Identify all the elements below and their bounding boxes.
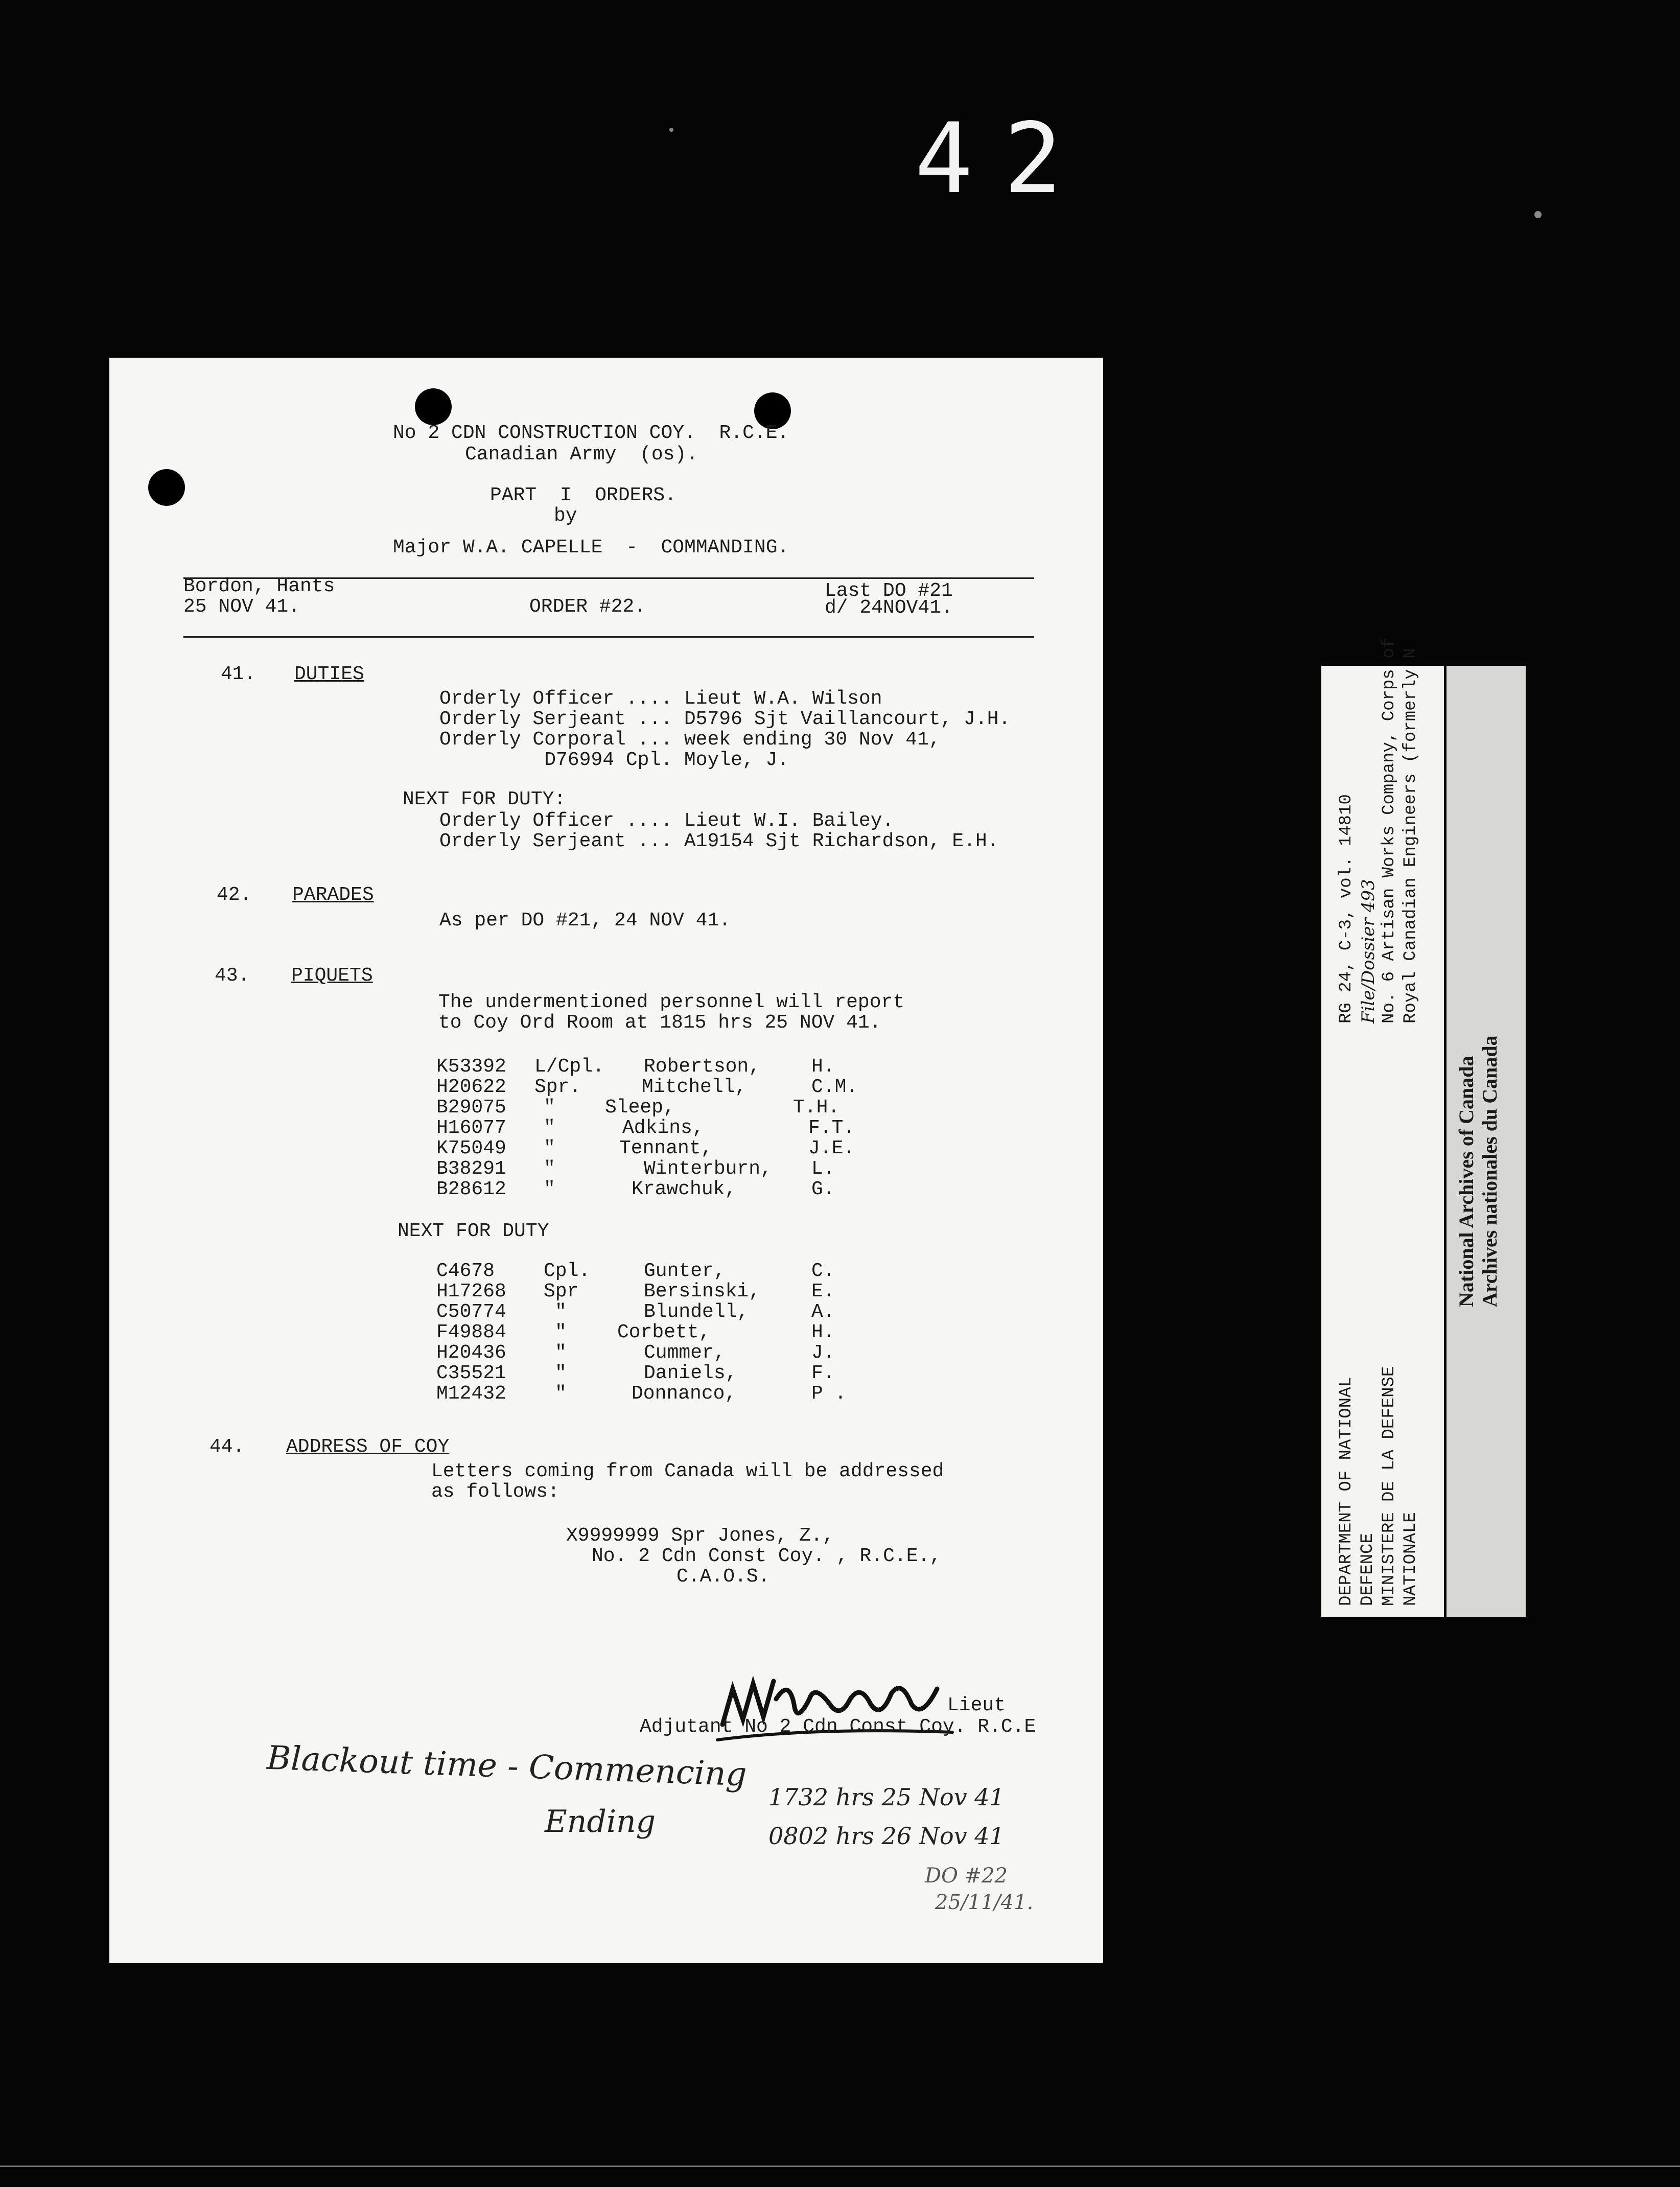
personnel-number: H16077 bbox=[436, 1117, 506, 1139]
duty-line: Orderly Officer .... Lieut W.A. Wilson bbox=[439, 688, 882, 710]
personnel-name: Donnanco, bbox=[632, 1383, 737, 1405]
blackout-commencing-time: 1732 hrs 25 Nov 41 bbox=[768, 1783, 1005, 1811]
reference-line: File/Dossier 493 bbox=[1358, 879, 1379, 1023]
blackout-ending-label: Ending bbox=[545, 1804, 656, 1840]
film-speck bbox=[669, 128, 673, 132]
order-number: ORDER #22. bbox=[529, 596, 646, 618]
personnel-number: C50774 bbox=[436, 1301, 506, 1323]
duty-line: Orderly Officer .... Lieut W.I. Bailey. bbox=[439, 810, 894, 832]
personnel-rank: " bbox=[544, 1178, 555, 1200]
personnel-name: Bersinski, bbox=[644, 1281, 761, 1302]
film-edge-line bbox=[0, 2166, 1680, 2167]
duty-line: Orderly Serjeant ... D5796 Sjt Vaillancourt, J.H. bbox=[439, 708, 1011, 730]
personnel-initials: H. bbox=[811, 1056, 835, 1078]
section-title: PARADES bbox=[292, 884, 374, 906]
personnel-name: Mitchell, bbox=[642, 1076, 747, 1098]
reference-line: No. 6 Artisan Works Company, Corps of bbox=[1380, 638, 1399, 1023]
address-line: C.A.O.S. bbox=[676, 1566, 770, 1588]
duty-line: D76994 Cpl. Moyle, J. bbox=[439, 749, 789, 771]
personnel-rank: " bbox=[555, 1301, 567, 1323]
department-line: NATIONALE bbox=[1401, 1512, 1420, 1606]
personnel-name: Robertson, bbox=[644, 1056, 761, 1078]
section-number: 44. bbox=[209, 1436, 245, 1458]
personnel-rank: " bbox=[544, 1158, 555, 1180]
personnel-name: Corbett, bbox=[617, 1321, 711, 1343]
last-do: Last DO #21 bbox=[825, 580, 953, 602]
personnel-name: Gunter, bbox=[644, 1260, 726, 1282]
personnel-name: Cummer, bbox=[644, 1342, 726, 1364]
personnel-number: M12432 bbox=[436, 1383, 506, 1405]
personnel-number: B29075 bbox=[436, 1097, 506, 1119]
personnel-rank: Spr. bbox=[534, 1076, 581, 1098]
parade-text: As per DO #21, 24 NOV 41. bbox=[439, 910, 731, 932]
personnel-initials: F.T. bbox=[808, 1117, 855, 1139]
section-number: 41. bbox=[221, 663, 256, 685]
next-for-duty-label: NEXT FOR DUTY: bbox=[403, 788, 566, 810]
order-reference-note: DO #22 bbox=[925, 1864, 1008, 1888]
signatory-title: Adjutant No 2 Cdn Const Coy. R.C.E bbox=[640, 1716, 1036, 1738]
personnel-name: Winterburn, bbox=[644, 1158, 772, 1180]
archives-name-fr: Archives nationales du Canada bbox=[1478, 1035, 1501, 1307]
personnel-initials: C. bbox=[811, 1260, 835, 1282]
document-page bbox=[109, 358, 1103, 1963]
personnel-number: C35521 bbox=[436, 1362, 506, 1384]
piquet-intro: The undermentioned personnel will report bbox=[438, 991, 905, 1013]
frame-number: 42 bbox=[915, 102, 1093, 215]
personnel-number: H17268 bbox=[436, 1281, 506, 1302]
reference-line: Royal Canadian Engineers (formerly N bbox=[1401, 648, 1420, 1023]
reference-line: RG 24, C-3, vol. 14810 bbox=[1337, 794, 1356, 1023]
personnel-number: C4678 bbox=[436, 1260, 495, 1282]
personnel-initials: P . bbox=[811, 1383, 847, 1405]
personnel-initials: A. bbox=[811, 1301, 835, 1323]
personnel-initials: F. bbox=[811, 1362, 835, 1384]
personnel-name: Tennant, bbox=[619, 1137, 713, 1159]
punch-hole bbox=[415, 388, 452, 425]
personnel-number: B28612 bbox=[436, 1178, 506, 1200]
personnel-name: Sleep, bbox=[605, 1097, 675, 1119]
punch-hole bbox=[148, 469, 185, 506]
location: Bordon, Hants bbox=[183, 575, 335, 597]
personnel-initials: G. bbox=[811, 1178, 835, 1200]
personnel-rank: " bbox=[555, 1342, 567, 1364]
header-rule bbox=[183, 636, 1034, 638]
personnel-initials: H. bbox=[811, 1321, 835, 1343]
personnel-rank: " bbox=[555, 1362, 567, 1384]
personnel-rank: " bbox=[555, 1383, 567, 1405]
last-do-date: d/ 24NOV41. bbox=[825, 597, 953, 619]
department-line: DEPARTMENT OF NATIONAL bbox=[1337, 1377, 1356, 1606]
personnel-name: Daniels, bbox=[644, 1362, 737, 1384]
department-line: MINISTERE DE LA DEFENSE bbox=[1380, 1366, 1399, 1606]
personnel-number: B38291 bbox=[436, 1158, 506, 1180]
personnel-number: F49884 bbox=[436, 1321, 506, 1343]
section-number: 43. bbox=[215, 965, 250, 987]
personnel-name: Blundell, bbox=[644, 1301, 749, 1323]
personnel-initials: J. bbox=[811, 1342, 835, 1364]
archives-name-en: National Archives of Canada bbox=[1455, 1056, 1478, 1307]
blackout-ending-time: 0802 hrs 26 Nov 41 bbox=[768, 1822, 1005, 1850]
section-title: DUTIES bbox=[294, 663, 364, 685]
address-intro: Letters coming from Canada will be addressed bbox=[431, 1460, 944, 1482]
address-intro: as follows: bbox=[431, 1481, 559, 1503]
personnel-rank: " bbox=[544, 1117, 555, 1139]
orders-heading: PART I ORDERS. bbox=[490, 484, 676, 506]
personnel-name: Adkins, bbox=[622, 1117, 704, 1139]
personnel-number: K53392 bbox=[436, 1056, 506, 1078]
blackout-label: Blackout time - Commencing bbox=[266, 1739, 748, 1794]
archive-label-strip bbox=[1321, 638, 1526, 1617]
order-reference-date: 25/11/41. bbox=[935, 1891, 1034, 1914]
film-speck bbox=[1534, 211, 1542, 218]
personnel-number: H20622 bbox=[436, 1076, 506, 1098]
personnel-initials: T.H. bbox=[793, 1097, 840, 1119]
personnel-rank: " bbox=[544, 1137, 555, 1159]
personnel-initials: E. bbox=[811, 1281, 835, 1302]
personnel-number: K75049 bbox=[436, 1137, 506, 1159]
commander-line: Major W.A. CAPELLE - COMMANDING. bbox=[393, 537, 789, 559]
department-line: DEFENCE bbox=[1358, 1533, 1378, 1606]
personnel-initials: J.E. bbox=[808, 1137, 855, 1159]
next-for-duty-label: NEXT FOR DUTY bbox=[398, 1220, 549, 1242]
personnel-initials: L. bbox=[811, 1158, 835, 1180]
section-title: ADDRESS OF COY bbox=[286, 1436, 450, 1458]
personnel-rank: L/Cpl. bbox=[534, 1056, 604, 1078]
signature bbox=[712, 1668, 978, 1755]
personnel-name: Krawchuk, bbox=[632, 1178, 737, 1200]
order-date: 25 NOV 41. bbox=[183, 596, 300, 618]
duty-line: Orderly Corporal ... week ending 30 Nov 41, bbox=[439, 729, 941, 751]
signatory-rank: Lieut bbox=[947, 1694, 1006, 1716]
unit-heading: No 2 CDN CONSTRUCTION COY. R.C.E. bbox=[393, 422, 789, 444]
address-line: No. 2 Cdn Const Coy. , R.C.E., bbox=[592, 1545, 942, 1567]
personnel-rank: " bbox=[555, 1321, 567, 1343]
section-title: PIQUETS bbox=[291, 965, 373, 987]
army-heading: Canadian Army (os). bbox=[465, 444, 698, 466]
personnel-initials: C.M. bbox=[811, 1076, 858, 1098]
duty-line: Orderly Serjeant ... A19154 Sjt Richardson, E.H. bbox=[439, 830, 999, 852]
personnel-number: H20436 bbox=[436, 1342, 506, 1364]
personnel-rank: " bbox=[544, 1097, 555, 1119]
section-number: 42. bbox=[217, 884, 252, 906]
address-line: X9999999 Spr Jones, Z., bbox=[566, 1525, 834, 1547]
piquet-intro: to Coy Ord Room at 1815 hrs 25 NOV 41. bbox=[438, 1012, 881, 1034]
personnel-rank: Spr bbox=[544, 1281, 579, 1302]
by-line: by bbox=[554, 505, 577, 527]
personnel-rank: Cpl. bbox=[544, 1260, 591, 1282]
